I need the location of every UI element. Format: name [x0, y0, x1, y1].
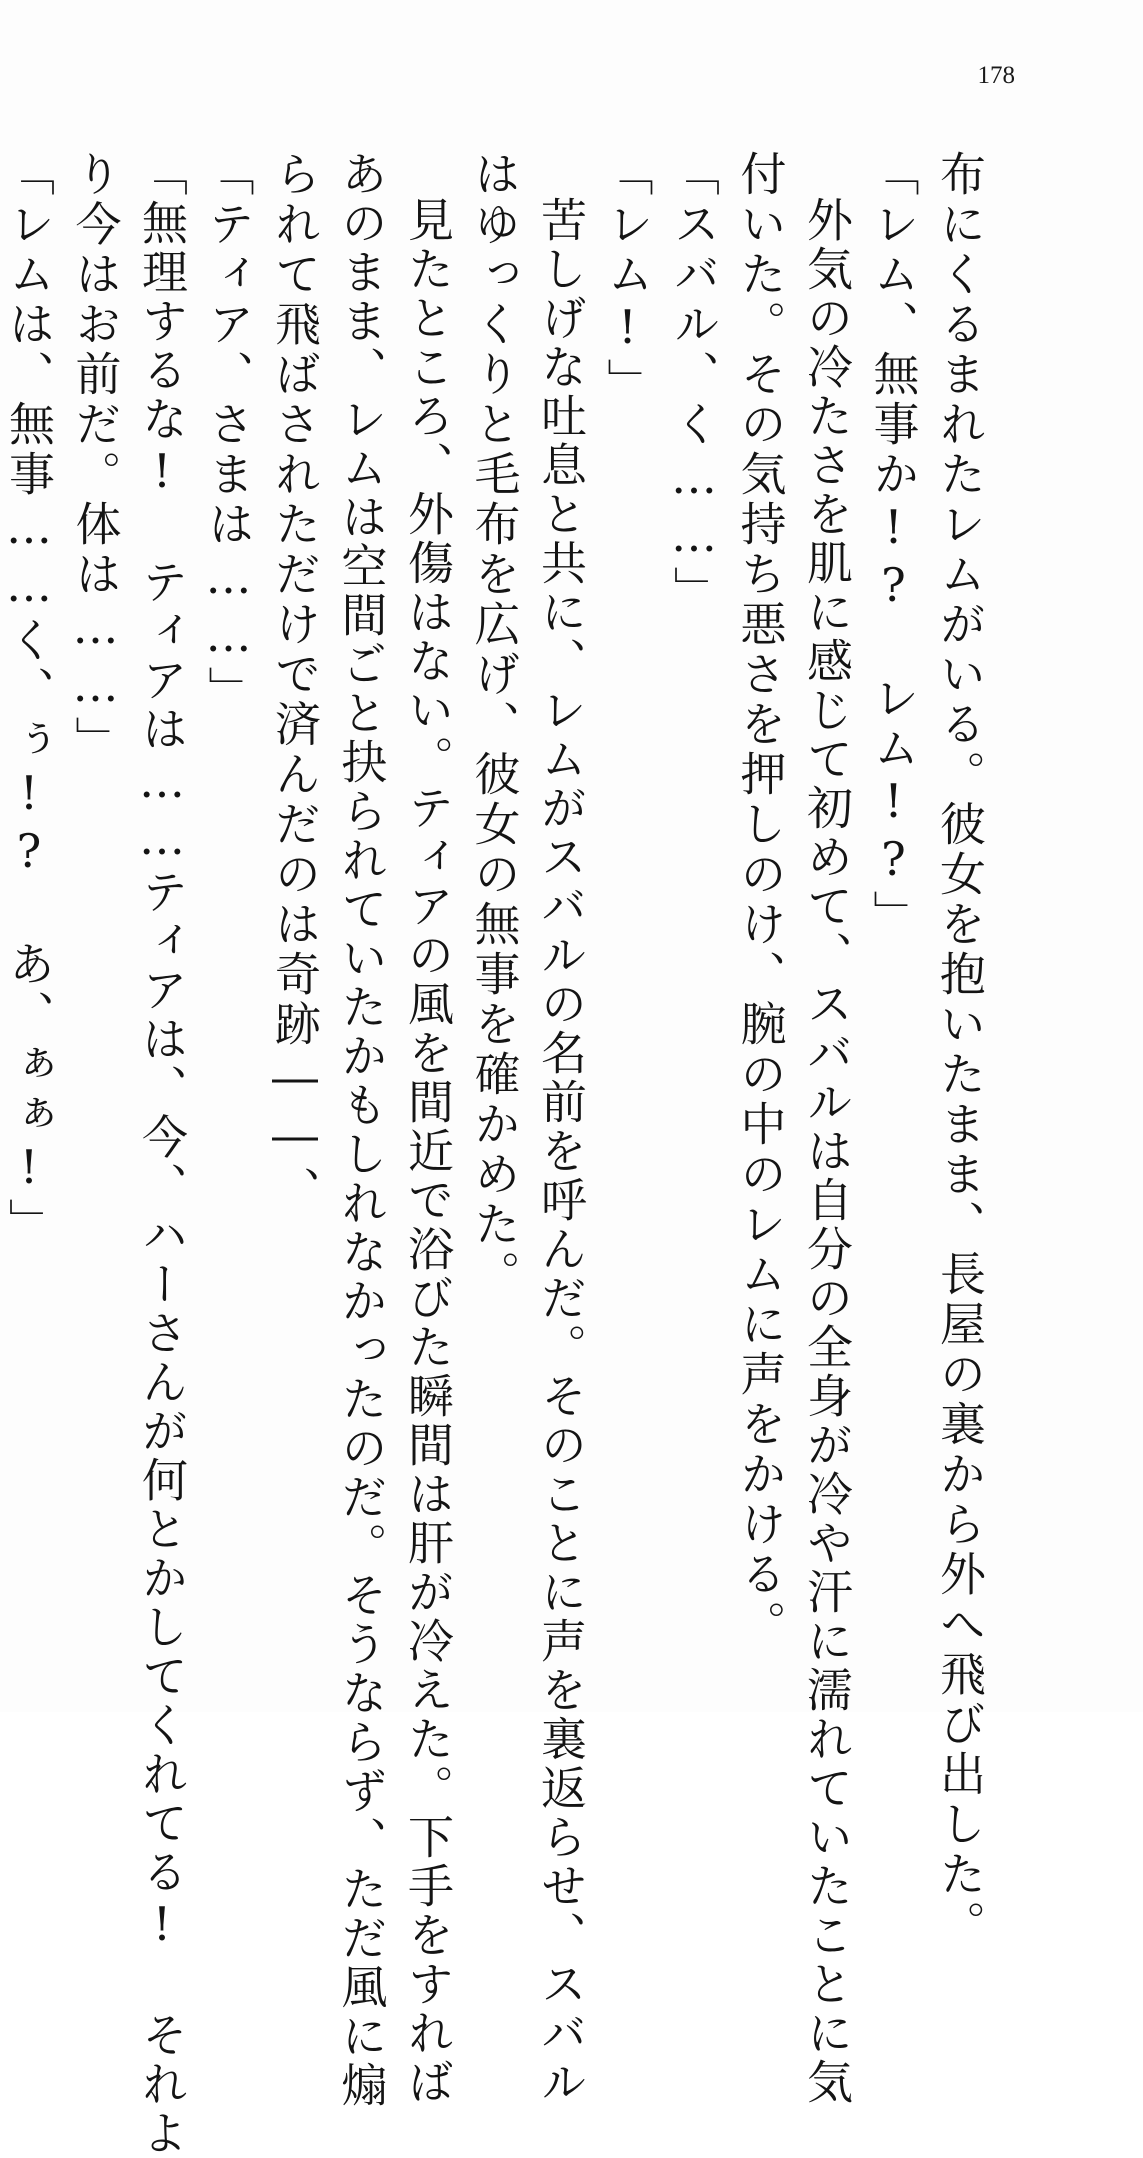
text-line-7: 苦しげな吐息と共に、レムがスバルの名前を呼んだ。そのことに声を裏返らせ、スバル: [534, 196, 588, 2107]
text-line-6: 「レム!」: [600, 150, 655, 408]
text-line-4: 付いた。その気持ち悪さを押しのけ、腕の中のレムに声をかける。: [733, 150, 788, 1650]
text-line-11: られて飛ばされただけで済んだのは奇跡――、: [268, 150, 322, 1216]
text-line-9: 見たところ、外傷はない。ティアの風を間近で浴びた瞬間は肝が冷えた。下手をすれば: [401, 196, 455, 2107]
text-line-15: 「レムは、無事……く、ぅ!? あ、ぁぁ!」: [2, 150, 56, 1248]
page-number: 178: [977, 62, 1015, 89]
vertical-text-body: [0, 150, 993, 2158]
text-line-10: あのまま、レムは空間ごと抉られていたかもしれなかったのだ。そうならず、ただ風に煽: [334, 150, 389, 2110]
text-line-5: 「スバル、く……」: [667, 150, 721, 616]
text-line-13: 「無理するな! ティアは……ティアは、今、ハーさんが何とかしてくれてる! それよ: [135, 150, 189, 2158]
text-line-12: 「ティア、さまは……」: [201, 150, 256, 716]
text-line-1: 布にくるまれたレムがいる。彼女を抱いたまま、長屋の裏から外へ飛び出した。: [933, 150, 987, 1950]
text-line-3: 外気の冷たさを肌に感じて初めて、スバルは自分の全身が冷や汗に濡れていたことに気: [800, 196, 854, 2107]
text-line-14: り今はお前だ。体は……」: [68, 150, 123, 766]
text-line-2: 「レム、無事か!? レム!?」: [866, 150, 921, 940]
text-line-8: はゆっくりと毛布を広げ、彼女の無事を確かめた。: [467, 150, 522, 1300]
